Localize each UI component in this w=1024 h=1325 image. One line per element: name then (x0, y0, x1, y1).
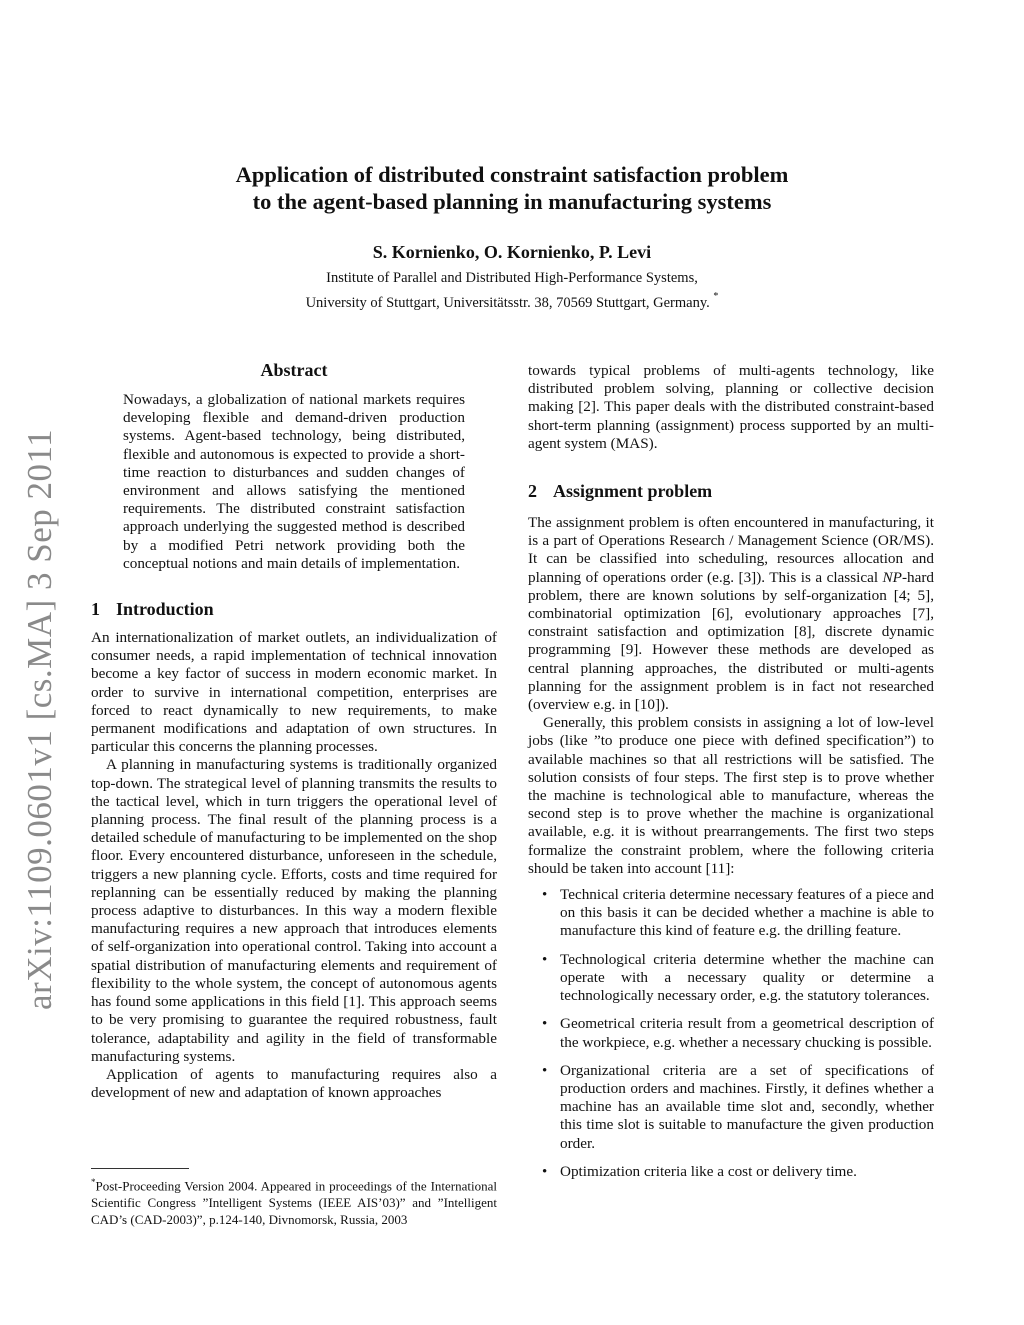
section-title: Introduction (116, 599, 214, 620)
bullet-icon: • (542, 1016, 548, 1033)
abstract-text: Nowadays, a globalization of national markets requires developing flexible and demand-driven production systems. Agent-based technology, being distributed, flexible and autonomous is expected to provide a short-time reaction to disturbances and sudden changes of environment and allows satisfying the mentioned requirements. The distributed constraint satisfaction approach underlying the suggested method is described by a modified Petri network providing both the conceptual notions and main details of implementation. (123, 391, 465, 572)
list-item (528, 1062, 934, 1153)
criterion-text: Technological criteria determine whether the machine can operate with a necessary quality or determine a technologically necessary order, e.g. the statutory tolerances. (560, 950, 934, 1005)
affiliation-line-1: Institute of Parallel and Distributed High-Performance Systems, (326, 270, 698, 286)
paper-title (0, 161, 1024, 215)
bullet-icon: • (542, 1163, 548, 1180)
authors: S. Kornienko, O. Kornienko, P. Levi (372, 242, 652, 262)
section-2-heading (528, 481, 934, 502)
title-line-1: Application of distributed constraint satisfaction problem (235, 162, 789, 187)
assignment-paragraph (528, 514, 934, 714)
footnote (91, 1174, 497, 1228)
abstract-heading: Abstract (260, 360, 328, 380)
paragraph-text: The assignment problem is often encountered in manufacturing, it is a part of Operations Research / Management Science (OR/MS). It can be classified into scheduling, resources allocation and planning of operations order (e.g. [3]). This is a classical (528, 514, 934, 586)
intro-paragraph: An internationalization of market outlets, an individualization of consumer needs, a rapid implementation of technical innovation become a key factor of success in modern economic market. In order to survive in international competition, enterprises are forced to react dynamically to new requirements, to make permanent modifications and adaptation of own structures. In particular this concerns the planning processes. (91, 629, 497, 756)
paragraph-text: -hard problem, there are known solutions by self-organization [4; 5], combinatorial optimization [6], evolutionary approaches [7], constraint satisfaction and optimization [8], discrete dynamic programming [9]. However these methods are developed as central planning approaches, the distributed or multi-agents planning for the assignment problem is in fact not researched (overview e.g. in [10]). (528, 568, 934, 714)
criterion-text: Geometrical criteria result from a geometrical description of the workpiece, e.g. whether a necessary chucking is possible. (560, 1015, 934, 1051)
continuation-paragraph: towards typical problems of multi-agents technology, like distributed problem solving, planning or collective decision making [2]. This paper deals with the distributed constraint-based short-term planning (assignment) process supported by an multi-agent system (MAS). (528, 362, 934, 452)
list-item (528, 1015, 934, 1051)
criterion-text: Organizational criteria are a set of specifications of production orders and machines. Firstly, it defines whether a machine has an available time slot and, secondly, whether this time slot is suitable to manufacture the given production order. (560, 1061, 934, 1152)
section-title: Assignment problem (553, 481, 713, 502)
affiliation-line-2 (0, 293, 1024, 312)
title-line-2: to the agent-based planning in manufacturing systems (252, 189, 772, 214)
arxiv-stamp: arXiv:1109.0601v1 [cs.MA] 3 Sep 2011 (20, 428, 59, 1010)
list-item (528, 1163, 934, 1181)
section-number: 2 (528, 481, 537, 502)
bullet-icon: • (542, 1062, 548, 1079)
footnote-rule (91, 1168, 189, 1169)
bullet-icon: • (542, 951, 548, 968)
section-1-heading (91, 599, 497, 620)
footnote-mark: * (713, 291, 719, 302)
footnote-marker: * (91, 1177, 96, 1187)
np-symbol: NP (882, 568, 902, 586)
bullet-icon: • (542, 887, 548, 904)
left-column (91, 360, 497, 1102)
section-number: 1 (91, 599, 100, 620)
assignment-paragraph: Generally, this problem consists in assigning a lot of low-level jobs (like ”to produce one piece with defined specification”) to available machines so that all restrictions will be satisfied. The solution consists of four steps. The first step is to prove whether the machine is technological able to manufacture, whereas the second step is to prove whether the machine is organizational available, e.g. it is without prearrangements. The first two steps formalize the constraint problem, where the following criteria should be taken into account [11]: (528, 714, 934, 877)
criteria-list (528, 886, 934, 1181)
intro-paragraph: Application of agents to manufacturing requires also a development of new and adaptation of known approaches (91, 1065, 497, 1102)
criterion-text: Technical criteria determine necessary features of a piece and on this basis it can be decided whether a machine is able to manufacture this kind of feature e.g. the drilling feature. (560, 886, 934, 940)
right-column (528, 362, 934, 1191)
affiliation-text: University of Stuttgart, Universitätsstr. 38, 70569 Stuttgart, Germany. (305, 294, 710, 311)
list-item (528, 951, 934, 1006)
list-item (528, 886, 934, 941)
criterion-text: Optimization criteria like a cost or delivery time. (560, 1162, 857, 1180)
intro-paragraph: A planning in manufacturing systems is traditionally organized top-down. The strategical level of planning transmits the results to the tactical level, which in turn triggers the operational level of planning process. The final result of the planning process is a detailed schedule of manufacturing to be implemented on the shop floor. Every encountered disturbance, unforeseen in the schedule, triggers a new planning cycle. Efforts, costs and time required for replanning can be essentially reduced by making the planning process adaptive to disturbances. In this way a modern flexible manufacturing requires a new approach that introduces elements of self-organization into operational control. Taking into account a spatial distribution of manufacturing elements and requirement of flexibility to the whole system, the concept of autonomous agents has found some applications in this field [1]. This approach seems to be very promising to guarantee the required robustness, fault tolerance, adaptability and agility in the field of transformable manufacturing systems. (91, 756, 497, 1065)
footnote-text: Post-Proceeding Version 2004. Appeared in proceedings of the International Scientific Congress ”Intelligent Systems (IEEE AIS’03)” and ”Intelligent CAD’s (CAD-2003)”, p.124-140, Divnomorsk, Russia, 2003 (91, 1178, 497, 1228)
